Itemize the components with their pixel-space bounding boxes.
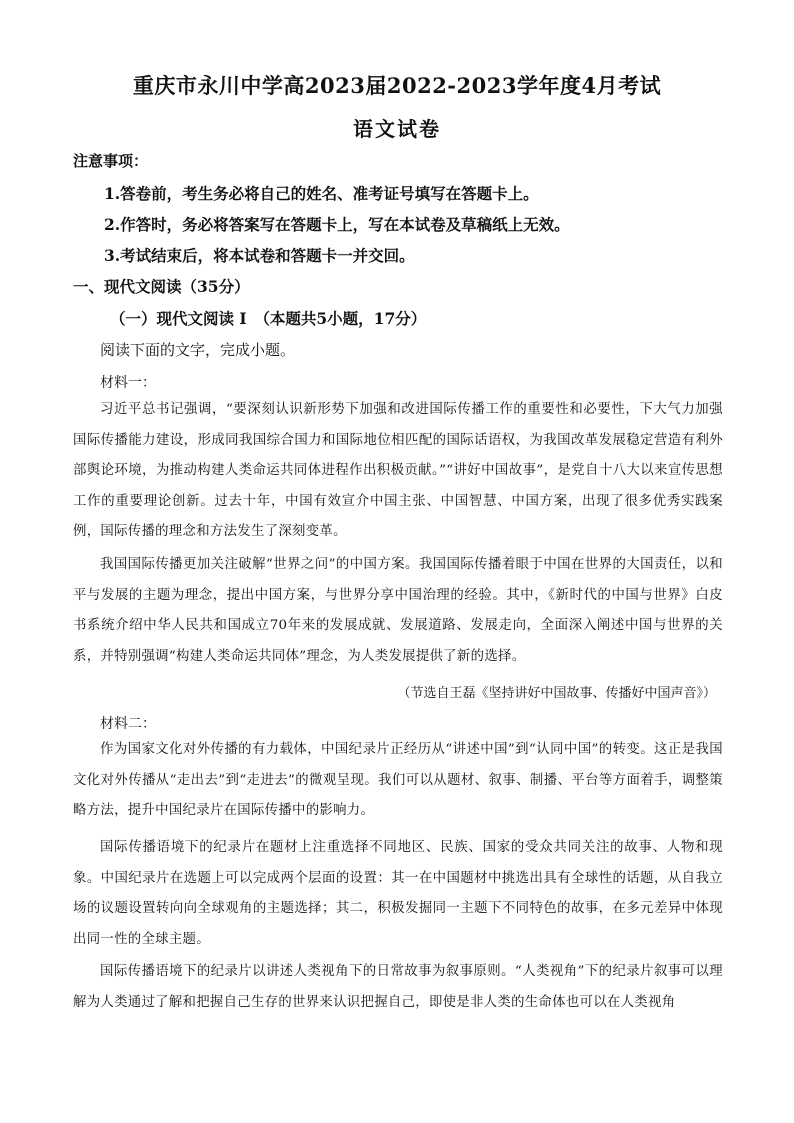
material-1-source: （节选自王磊《坚持讲好中国故事、传播好中国声音》） <box>397 686 716 701</box>
page-title: 重庆市永川中学高2023届2022-2023学年度4月考试 <box>132 73 662 98</box>
subsection-heading: （一）现代文阅读 I （本题共5小题，17分） <box>110 309 427 328</box>
notice-heading: 注意事项： <box>73 152 149 170</box>
material-1-paragraph-1: 习近平总书记强调，“要深刻认识新形势下加强和改进国际传播工作的重要性和必要性，下大气力加强国际传播能力建设，形成同我国综合国力和国际地位相匹配的国际话语权，为我国改革发展稳定营造有利外部舆论环境，为推动构建人类命运共同体进程作出积极贡献。”“讲好中国故事”，是党自十八大以来宣传思想工作的重要理论创新。过去十年，中国有效宣介中国主张、中国智慧、中国方案，出现了很多优秀实践案例，国际传播的理念和方法发生了深刻变革。 <box>73 402 723 539</box>
material-2-paragraph-1: 作为国家文化对外传播的有力载体，中国纪录片正经历从“讲述中国”到“认同中国”的转变。这正是我国文化对外传播从“走出去”到“走进去”的微观呈现。我们可以从题材、叙事、制播、平台等方面着手，调整策略方法，提升中国纪录片在国际传播中的影响力。 <box>73 742 723 818</box>
material-1-label: 材料一： <box>100 375 156 391</box>
notice-item-2: 2.作答时，务必将答案写在答题卡上，写在本试卷及草稿纸上无效。 <box>104 215 570 234</box>
material-2-label: 材料二： <box>100 716 156 732</box>
material-2-paragraph-3: 国际传播语境下的纪录片以讲述人类视角下的日常故事为叙事原则。“人类视角”下的纪录片叙事可以理解为人类通过了解和把握自己生存的世界来认识把握自己，即使是非人类的生命体也可以在人类视角 <box>73 964 723 1010</box>
notice-item-3: 3.考试结束后，将本试卷和答题卡一并交回。 <box>104 246 415 265</box>
page-subtitle: 语文试卷 <box>353 117 441 141</box>
material-1-paragraph-2: 我国国际传播更加关注破解“世界之问”的中国方案。我国国际传播着眼于中国在世界的大国责任，以和平与发展的主题为理念，提出中国方案，与世界分享中国治理的经验。其中，《新时代的中国与世界》白皮书系统介绍中华人民共和国成立70年来的发展成就、发展道路、发展走向，全面深入阐述中国与世界的关系，并特别强调“构建人类命运共同体”理念，为人类发展提供了新的选择。 <box>73 557 723 664</box>
section-heading: 一、现代文阅读（35分） <box>73 277 250 296</box>
material-2-paragraph-2: 国际传播语境下的纪录片在题材上注重选择不同地区、民族、国家的受众共同关注的故事、人物和现象。中国纪录片在选题上可以完成两个层面的设置：其一在中国题材中挑选出具有全球性的话题，从自我立场的议题设置转向向全球观角的主题选择；其二，积极发掘同一主题下不同特色的故事，在多元差异中体现出同一性的全球主题。 <box>73 840 723 947</box>
notice-item-1: 1.答卷前，考生务必将自己的姓名、准考证号填写在答题卡上。 <box>104 184 539 203</box>
reading-instruction: 阅读下面的文字，完成小题。 <box>100 341 296 359</box>
